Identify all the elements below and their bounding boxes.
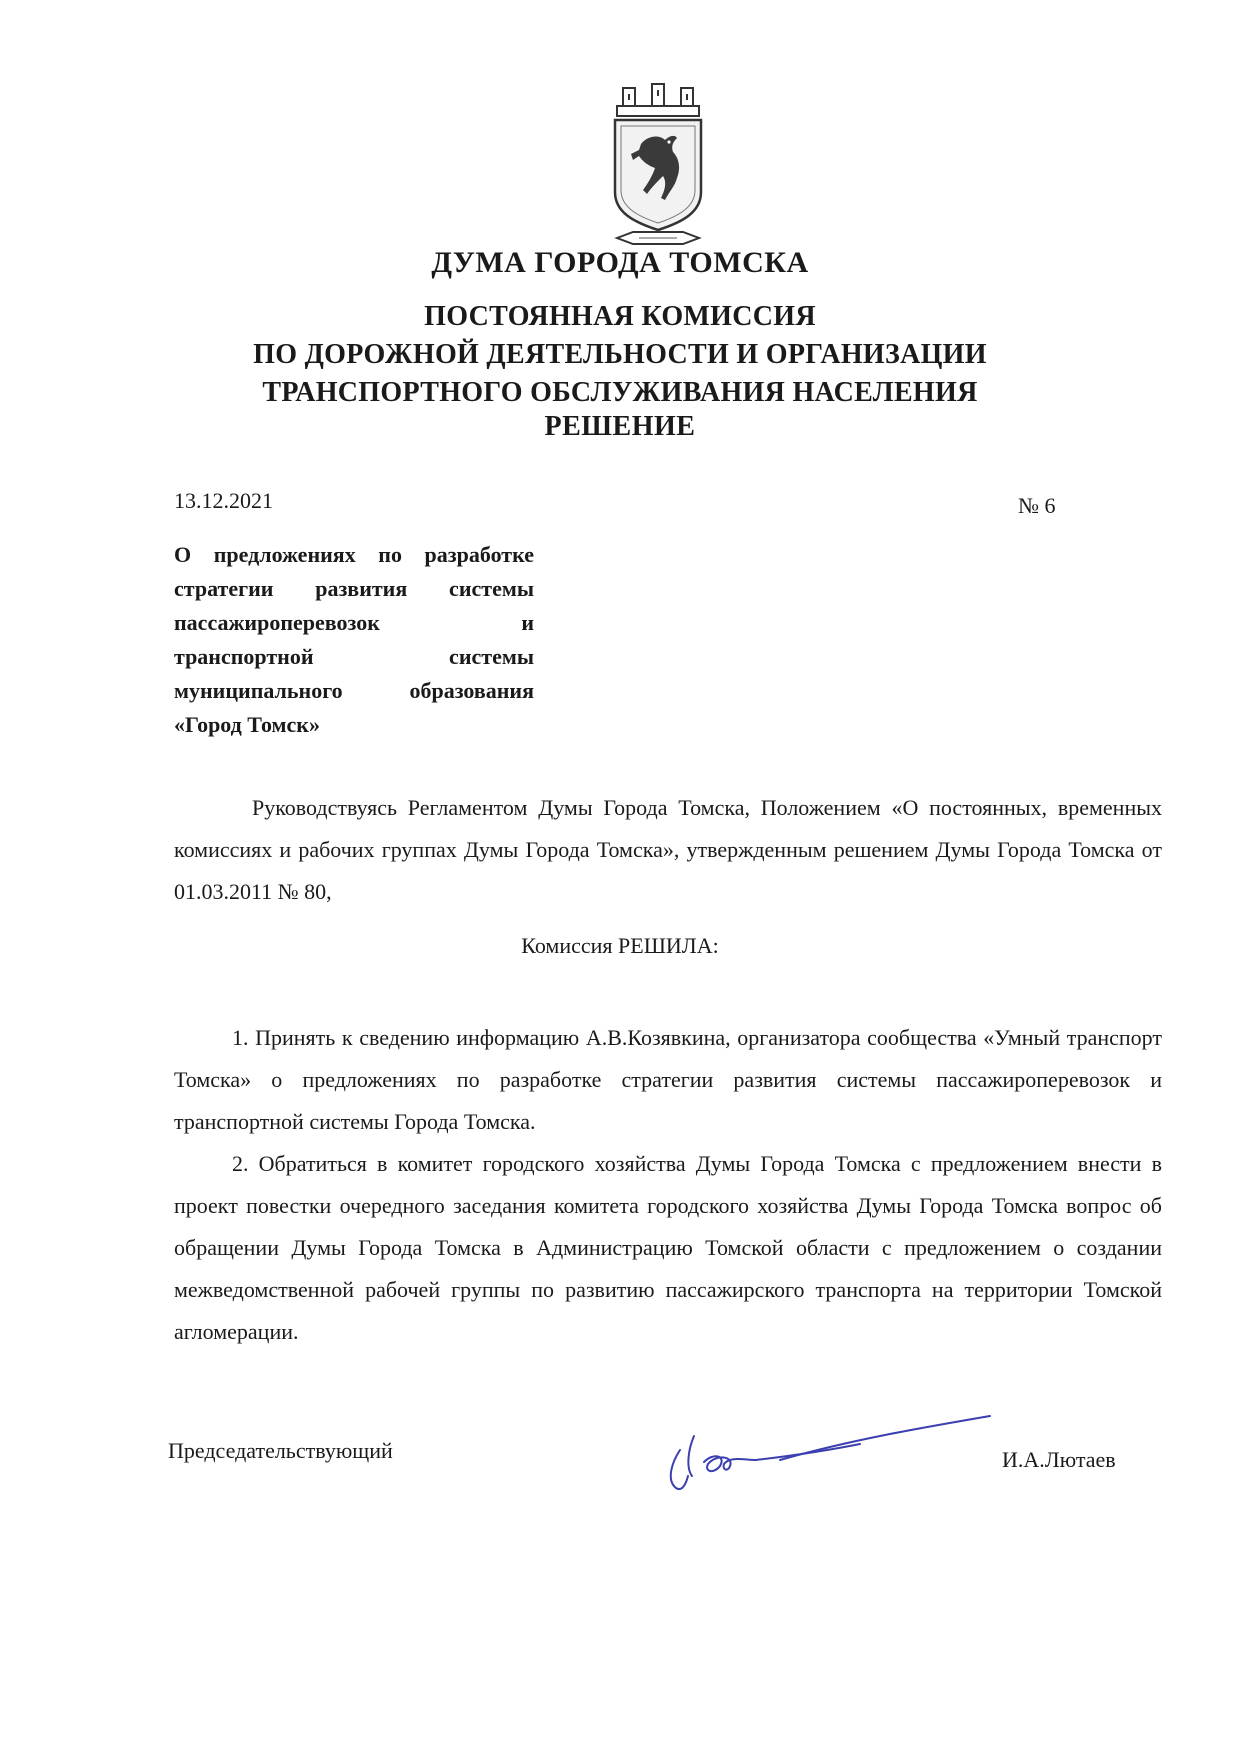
chair-label: Председательствующий	[168, 1438, 393, 1463]
decision-date: 13.12.2021	[174, 488, 273, 513]
decision-number: № 6	[1018, 493, 1056, 518]
city-coat-of-arms-icon	[603, 82, 713, 252]
preamble-paragraph: Руководствуясь Регламентом Думы Города Томска, Положением «О постоянных, временных комиссиях и рабочих группах Думы Города Томска», утвержденным решением Думы Города Томска от 01.03.2011 № 80,	[174, 795, 1162, 904]
resolution-item: 1. Принять к сведению информацию А.В.Козявкина, организатора сообщества «Умный транспорт Томска» о предложениях по разработке стратегии развития системы пассажироперевозок и транспортной системы Города Томска.	[174, 1025, 1162, 1134]
resolved-heading: Комиссия РЕШИЛА:	[521, 933, 719, 958]
organization-title: ДУМА ГОРОДА ТОМСКА	[431, 246, 809, 279]
commission-title-line: ТРАНСПОРТНОГО ОБСЛУЖИВАНИЯ НАСЕЛЕНИЯ	[262, 377, 978, 408]
commission-title-line: ПОСТОЯННАЯ КОМИССИЯ	[424, 301, 816, 332]
resolution-item: 2. Обратиться в комитет городского хозяйства Думы Города Томска с предложением внести в проект повестки очередного заседания комитета городского хозяйства Думы Города Томска вопрос об обращении Думы Города Томска в Администрацию Томской области с предложением о создании межведомственной рабочей группы по развитию пассажирского транспорта на территории Томской агломерации.	[174, 1151, 1162, 1344]
document-type: РЕШЕНИЕ	[544, 411, 696, 442]
decision-subject: О предложениях по разработке стратегии развития системы пассажироперевозок и транспортной системы муниципального образования «Город Томск»	[174, 542, 534, 737]
handwritten-signature	[660, 1380, 1040, 1510]
commission-title-line: ПО ДОРОЖНОЙ ДЕЯТЕЛЬНОСТИ И ОРГАНИЗАЦИИ	[253, 339, 987, 370]
chair-name: И.А.Лютаев	[1002, 1447, 1116, 1472]
commission-title	[0, 298, 1240, 412]
